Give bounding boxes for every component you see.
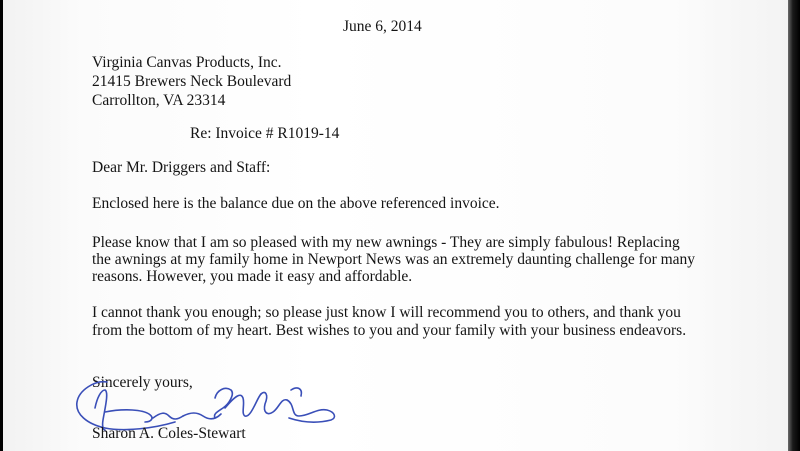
recipient-company: Virginia Canvas Products, Inc. <box>92 54 282 71</box>
paragraph-2-line-2: the awnings at my family home in Newport News was an extremely daunting challenge for many <box>92 251 696 268</box>
closing: Sincerely yours, <box>92 374 193 391</box>
letter-date: June 6, 2014 <box>343 18 422 35</box>
signature-name: Sharon A. Coles-Stewart <box>92 425 246 442</box>
salutation: Dear Mr. Driggers and Staff: <box>92 159 271 176</box>
recipient-street: 21415 Brewers Neck Boulevard <box>92 73 292 90</box>
paragraph-2-line-1: Please know that I am so pleased with my new awnings - They are simply fabulous! Replacing <box>92 234 680 251</box>
scan-edge-shadow <box>788 0 800 451</box>
recipient-city: Carrollton, VA 23314 <box>92 92 226 109</box>
invoice-reference: Re: Invoice # R1019-14 <box>190 125 340 142</box>
paragraph-3-line-2: from the bottom of my heart. Best wishes to you and your family with your business endeavors. <box>92 322 687 339</box>
paragraph-1: Enclosed here is the balance due on the above referenced invoice. <box>92 195 500 212</box>
paragraph-2-line-3: reasons. However, you made it easy and affordable. <box>92 268 413 285</box>
letter-page <box>3 0 788 451</box>
paragraph-3-line-1: I cannot thank you enough; so please just know I will recommend you to others, and thank you <box>92 304 681 321</box>
